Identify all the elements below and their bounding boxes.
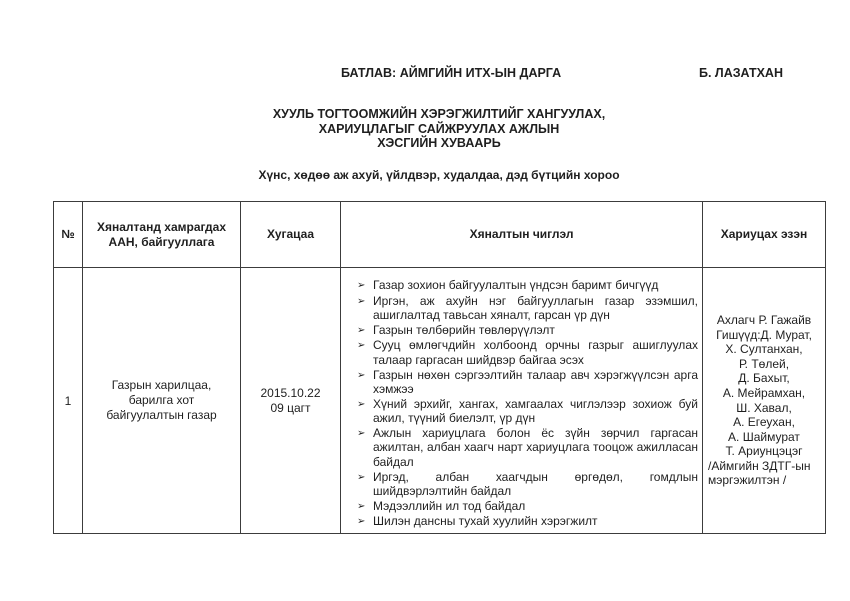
responsible-line: мэргэжилтэн / — [708, 473, 787, 488]
directions-cell — [341, 268, 703, 534]
time-cell — [241, 268, 341, 534]
arrow-bullet-icon: ➢ — [357, 340, 366, 352]
direction-item — [357, 294, 698, 323]
arrow-bullet-icon: ➢ — [357, 324, 366, 336]
direction-item — [357, 426, 698, 470]
responsible-line: Д. Бахыт, — [738, 371, 790, 386]
arrow-bullet-icon: ➢ — [357, 427, 366, 439]
responsible-line: /Аймгийн ЗДТГ-ын — [708, 458, 811, 473]
responsible-cell — [703, 268, 826, 534]
direction-text: Газрын төлбөрийн төвлөрүүлэлт — [373, 322, 555, 337]
direction-text: Шилэн дансны тухай хуулийн хэрэгжилт — [373, 514, 598, 529]
document-subtitle: Хүнс, хөдөө аж ахуй, үйлдвэр, худалдаа, дэд бүтцийн хороо — [258, 168, 620, 182]
approval-label: БАТЛАВ: АЙМГИЙН ИТХ-ЫН ДАРГА — [341, 66, 562, 80]
row-number-cell: 1 — [54, 268, 83, 534]
direction-text: Газар зохион байгуулалтын үндсэн баримт бичгүүд — [373, 277, 659, 292]
direction-text: Иргэн, аж ахуйн нэг байгууллагын газар эзэмшил, ашиглалтад тавьсан хяналт, гарсан үр дүн — [373, 293, 698, 323]
hour-value: 09 цагт — [270, 400, 311, 415]
arrow-bullet-icon: ➢ — [357, 516, 366, 528]
direction-item — [357, 514, 698, 530]
date-value: 2015.10.22 — [260, 385, 321, 400]
schedule-table — [53, 201, 826, 534]
col-header-organization: Хяналтанд хамрагдах ААН, байгууллага — [83, 202, 241, 268]
direction-text: Хүний эрхийг, хангах, хамгаалах чиглэлээр зохиож буй ажил, түүний биелэлт, үр дүн — [373, 396, 698, 426]
direction-text: Иргэд, албан хаагчдын өргөдөл, гомдлын шийдвэрлэлтийн байдал — [373, 469, 698, 499]
table-row — [54, 268, 826, 534]
title-line-1: ХУУЛЬ ТОГТООМЖИЙН ХЭРЭГЖИЛТИЙГ ХАНГУУЛАХ, — [272, 107, 606, 121]
arrow-bullet-icon: ➢ — [357, 398, 366, 410]
col-header-directions: Хяналтын чиглэл — [341, 202, 703, 268]
responsible-line: Р. Төлей, — [738, 356, 790, 371]
organization-cell: Газрын харилцаа, барилга хот байгуулалтын газар — [83, 268, 241, 534]
responsible-line: Гишүүд:Д. Мурат, — [716, 327, 812, 342]
table-header-row — [54, 202, 826, 268]
approver-name: Б. ЛАЗАТХАН — [699, 66, 783, 80]
direction-text: Сууц өмлөгчдийн холбоонд орчны газрыг ашиглуулах талаар гаргасан шийдвэр байгаа эсэх — [373, 338, 698, 367]
direction-item — [357, 368, 698, 397]
arrow-bullet-icon: ➢ — [357, 500, 366, 512]
title-line-3: ХЭСГИЙН ХУВААРЬ — [377, 136, 501, 151]
responsible-list — [708, 313, 820, 488]
arrow-bullet-icon: ➢ — [357, 295, 366, 307]
direction-item — [357, 470, 698, 499]
direction-text: Мэдээллийн ил тод байдал — [373, 498, 526, 513]
responsible-line: Ш. Хавал, — [736, 400, 792, 415]
col-header-time: Хугацаа — [241, 202, 341, 268]
arrow-bullet-icon: ➢ — [357, 369, 366, 381]
responsible-line: Х. Султанхан, — [725, 342, 803, 357]
directions-list — [357, 278, 698, 530]
responsible-line: А. Шаймурат — [728, 429, 800, 444]
responsible-line: Ахлагч Р. Гажайв — [716, 312, 812, 327]
responsible-line: А. Мейрамхан, — [722, 385, 806, 400]
arrow-bullet-icon: ➢ — [357, 279, 366, 291]
direction-item — [357, 499, 698, 515]
arrow-bullet-icon: ➢ — [357, 471, 366, 483]
document-title — [53, 107, 825, 151]
responsible-line: А. Егеухан, — [733, 415, 795, 430]
responsible-line: Т. Ариунцэцэг — [725, 444, 803, 459]
direction-item — [357, 397, 698, 426]
direction-text: Газрын нөхөн сэргээлтийн талаар авч хэрэгжүүлсэн арга хэмжээ — [373, 367, 698, 397]
direction-item — [357, 323, 698, 339]
direction-text: Ажлын хариуцлага болон ёс зүйн зөрчил гаргасан ажилтан, албан хаагч нарт хариуцлага тооцож ажилласан байдал — [373, 425, 698, 470]
direction-item — [357, 278, 698, 294]
direction-item — [357, 338, 698, 367]
title-line-2: ХАРИУЦЛАГЫГ САЙЖРУУЛАХ АЖЛЫН — [318, 121, 560, 136]
col-header-number: № — [54, 202, 83, 268]
col-header-responsible: Хариуцах эзэн — [703, 202, 826, 268]
